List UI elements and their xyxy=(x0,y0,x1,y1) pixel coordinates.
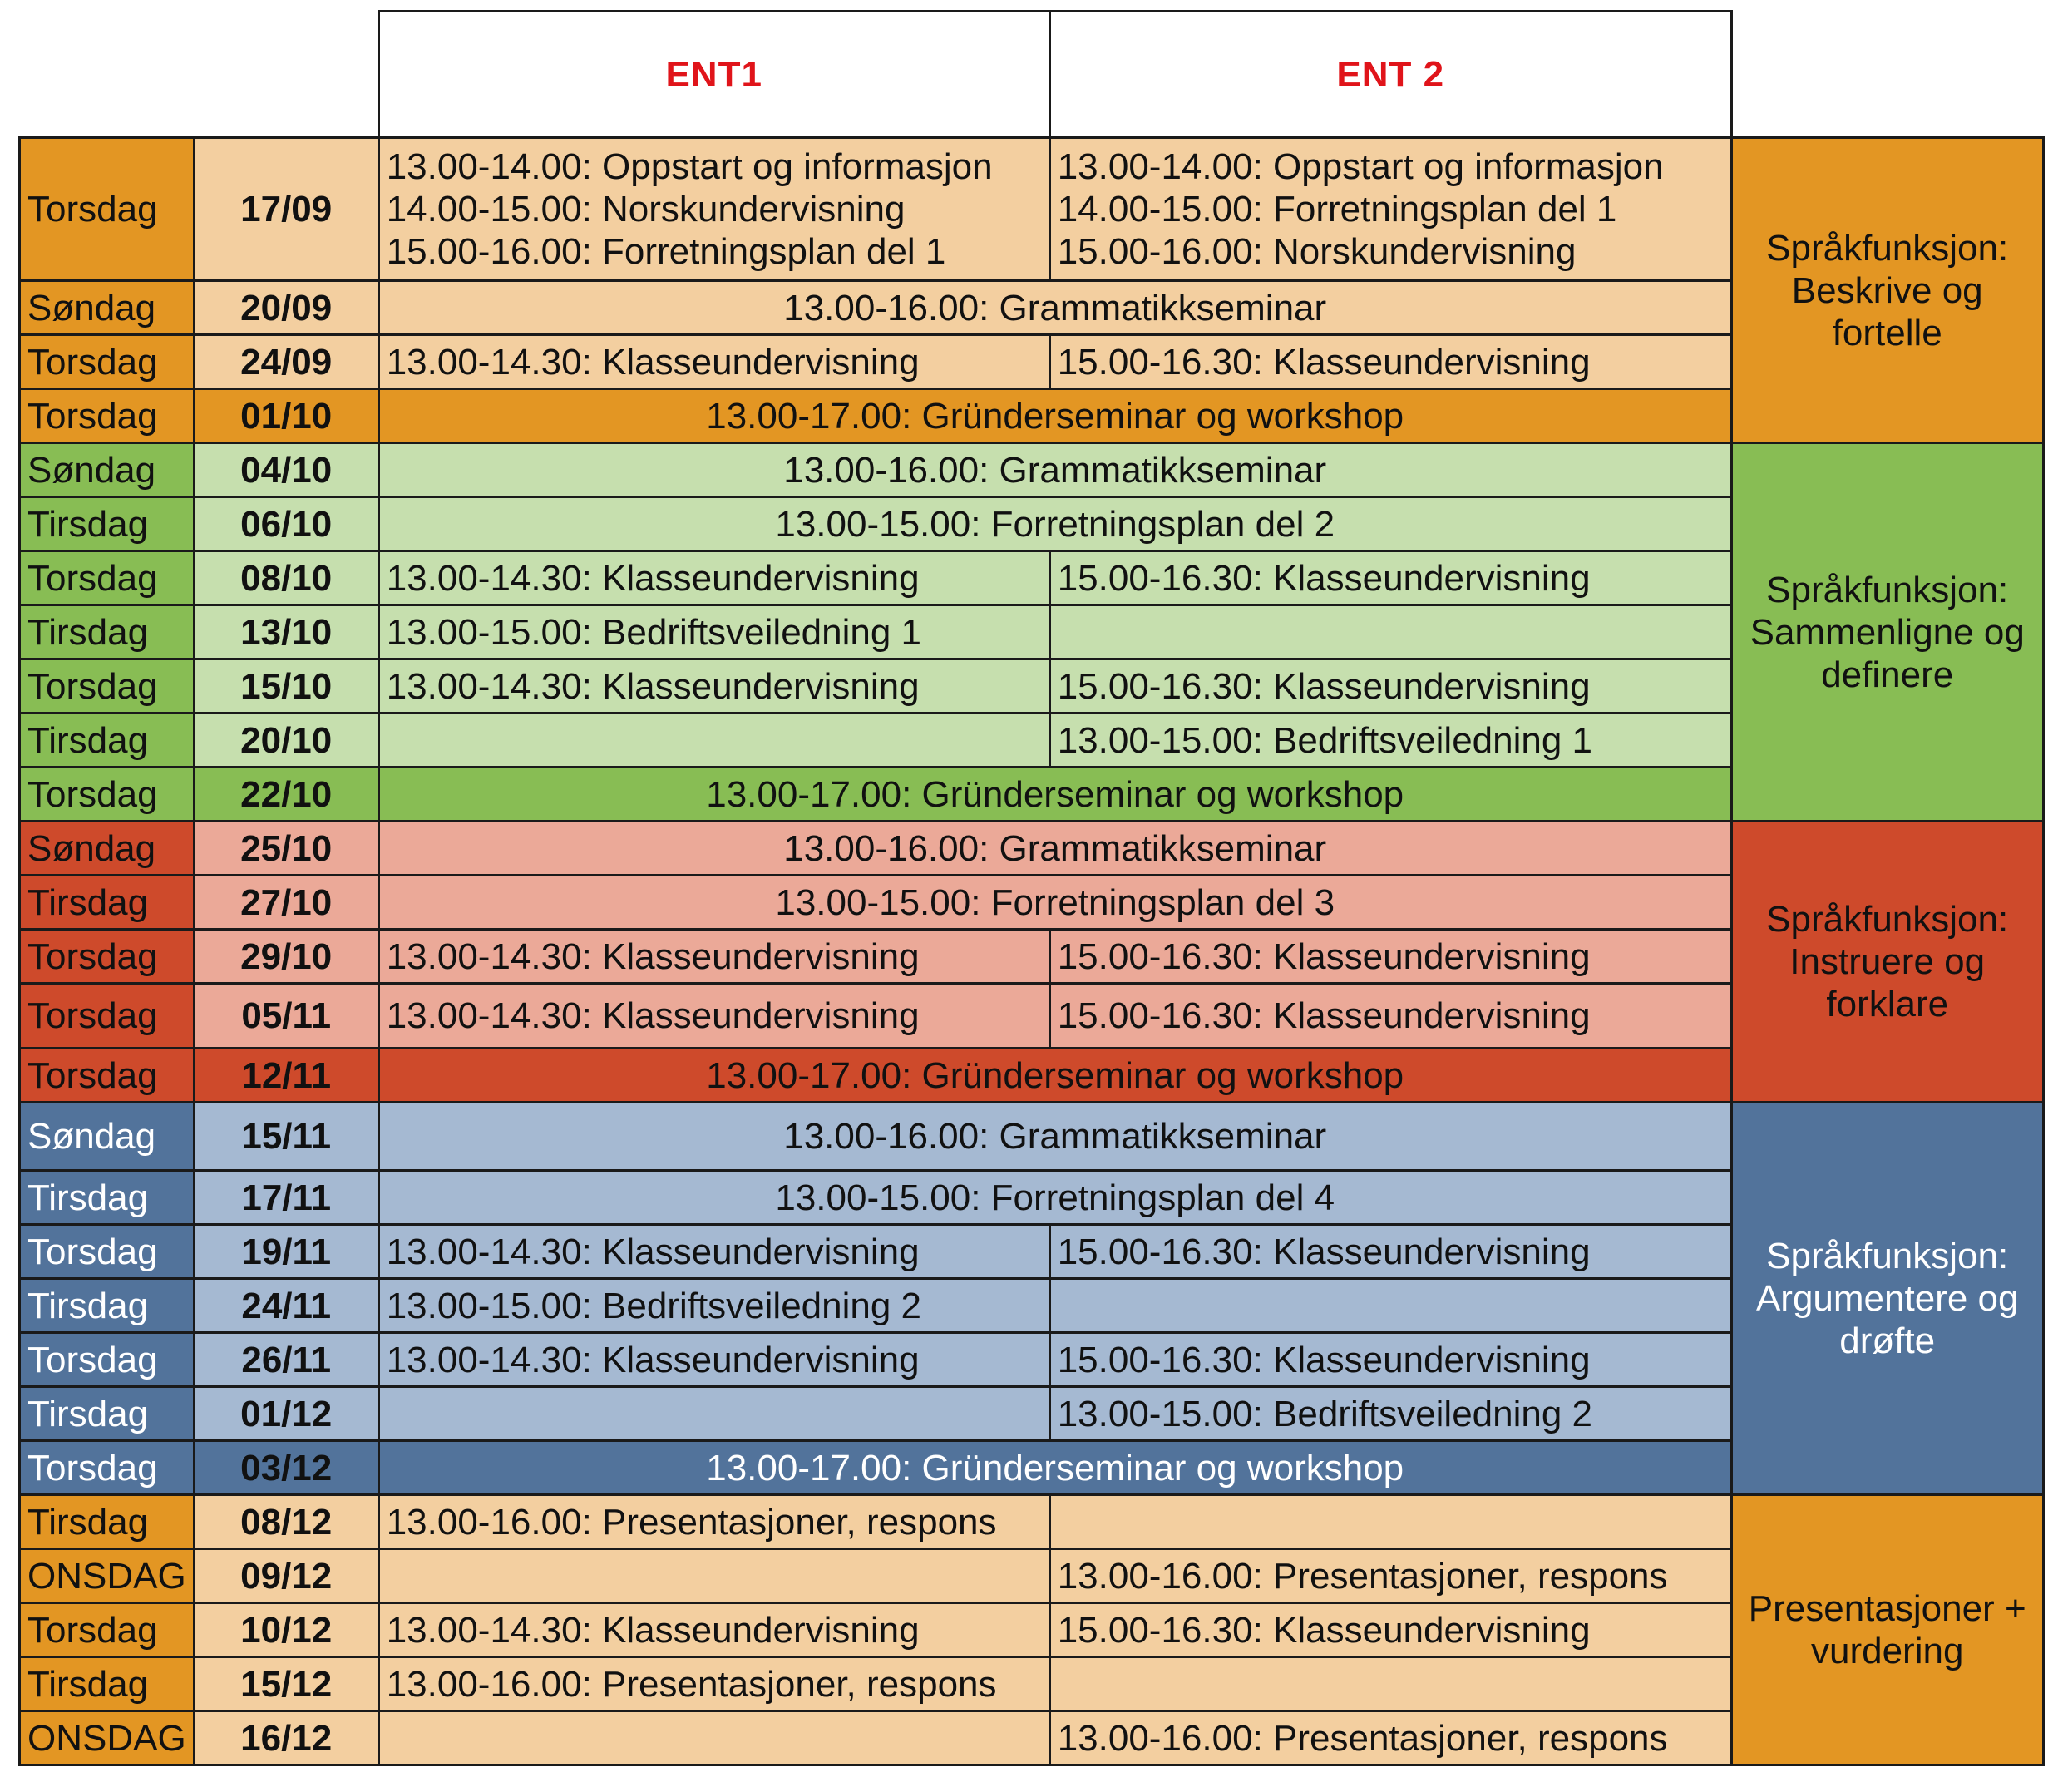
event-ent2-cell: 15.00-16.30: Klasseundervisning xyxy=(1049,1603,1731,1657)
event-both-cell: 13.00-15.00: Forretningsplan del 3 xyxy=(378,876,1731,930)
day-cell: Tirsdag xyxy=(20,1171,195,1225)
event-ent2-cell: 15.00-16.30: Klasseundervisning xyxy=(1049,1333,1731,1387)
date-cell: 24/09 xyxy=(194,335,378,389)
phase-label: Språkfunksjon: Argumentere og drøfte xyxy=(1731,1103,2043,1495)
day-cell: Torsdag xyxy=(20,389,195,443)
day-cell: Søndag xyxy=(20,443,195,497)
date-cell: 01/12 xyxy=(194,1387,378,1441)
event-ent1-cell: 13.00-15.00: Bedriftsveiledning 1 xyxy=(378,605,1049,659)
schedule-row xyxy=(20,138,2044,281)
day-cell: Søndag xyxy=(20,281,195,335)
event-both-cell: 13.00-16.00: Grammatikkseminar xyxy=(378,822,1731,876)
header-spacer-day xyxy=(20,12,195,138)
schedule-row xyxy=(20,1495,2044,1549)
date-cell: 15/10 xyxy=(194,659,378,713)
day-cell: Tirsdag xyxy=(20,605,195,659)
date-cell: 20/10 xyxy=(194,713,378,768)
date-cell: 29/10 xyxy=(194,930,378,984)
event-ent1-cell: 13.00-14.30: Klasseundervisning xyxy=(378,1333,1049,1387)
date-cell: 20/09 xyxy=(194,281,378,335)
date-cell: 15/11 xyxy=(194,1103,378,1171)
schedule-row xyxy=(20,443,2044,497)
event-both-cell: 13.00-16.00: Grammatikkseminar xyxy=(378,1103,1731,1171)
event-ent2-cell: 13.00-16.00: Presentasjoner, respons xyxy=(1049,1711,1731,1765)
day-cell: Torsdag xyxy=(20,138,195,281)
day-cell: ONSDAG xyxy=(20,1711,195,1765)
phase-label: Språkfunksjon: Sammenligne og definere xyxy=(1731,443,2043,822)
day-cell: ONSDAG xyxy=(20,1549,195,1603)
event-ent1-cell xyxy=(378,1711,1049,1765)
day-cell: Torsdag xyxy=(20,1603,195,1657)
event-ent1-cell: 13.00-16.00: Presentasjoner, respons xyxy=(378,1495,1049,1549)
event-both-cell: 13.00-17.00: Gründerseminar og workshop xyxy=(378,768,1731,822)
date-cell: 13/10 xyxy=(194,605,378,659)
day-cell: Søndag xyxy=(20,1103,195,1171)
header-spacer-date xyxy=(194,12,378,138)
date-cell: 01/10 xyxy=(194,389,378,443)
day-cell: Tirsdag xyxy=(20,1657,195,1711)
day-cell: Torsdag xyxy=(20,1333,195,1387)
day-cell: Torsdag xyxy=(20,1225,195,1279)
event-ent2-cell xyxy=(1049,1279,1731,1333)
schedule-row xyxy=(20,1103,2044,1171)
day-cell: Tirsdag xyxy=(20,1495,195,1549)
event-ent1-cell: 13.00-14.30: Klasseundervisning xyxy=(378,335,1049,389)
day-cell: Torsdag xyxy=(20,659,195,713)
day-cell: Torsdag xyxy=(20,768,195,822)
date-cell: 09/12 xyxy=(194,1549,378,1603)
date-cell: 27/10 xyxy=(194,876,378,930)
header-ent2: ENT 2 xyxy=(1049,12,1731,138)
event-ent2-cell: 15.00-16.30: Klasseundervisning xyxy=(1049,335,1731,389)
date-cell: 16/12 xyxy=(194,1711,378,1765)
day-cell: Torsdag xyxy=(20,1049,195,1103)
event-ent1-cell: 13.00-14.30: Klasseundervisning xyxy=(378,984,1049,1049)
day-cell: Tirsdag xyxy=(20,1279,195,1333)
phase-label: Språkfunksjon: Instruere og forklare xyxy=(1731,822,2043,1103)
phase-label: Presentasjoner + vurdering xyxy=(1731,1495,2043,1765)
date-cell: 22/10 xyxy=(194,768,378,822)
date-cell: 08/12 xyxy=(194,1495,378,1549)
day-cell: Torsdag xyxy=(20,335,195,389)
date-cell: 06/10 xyxy=(194,497,378,551)
event-ent2-cell xyxy=(1049,605,1731,659)
event-ent1-cell: 13.00-14.00: Oppstart og informasjon 14.00-15.00: Norskundervisning 15.00-16.00: Forretningsplan del 1 xyxy=(378,138,1049,281)
day-cell: Torsdag xyxy=(20,984,195,1049)
day-cell: Tirsdag xyxy=(20,1387,195,1441)
schedule-table xyxy=(18,10,2045,1766)
day-cell: Torsdag xyxy=(20,551,195,605)
date-cell: 24/11 xyxy=(194,1279,378,1333)
event-ent1-cell xyxy=(378,1549,1049,1603)
event-both-cell: 13.00-16.00: Grammatikkseminar xyxy=(378,281,1731,335)
event-both-cell: 13.00-16.00: Grammatikkseminar xyxy=(378,443,1731,497)
event-both-cell: 13.00-17.00: Gründerseminar og workshop xyxy=(378,1049,1731,1103)
schedule-row xyxy=(20,822,2044,876)
date-cell: 15/12 xyxy=(194,1657,378,1711)
event-ent1-cell: 13.00-15.00: Bedriftsveiledning 2 xyxy=(378,1279,1049,1333)
event-ent2-cell xyxy=(1049,1495,1731,1549)
event-ent1-cell: 13.00-14.30: Klasseundervisning xyxy=(378,551,1049,605)
date-cell: 04/10 xyxy=(194,443,378,497)
day-cell: Torsdag xyxy=(20,930,195,984)
date-cell: 17/11 xyxy=(194,1171,378,1225)
event-ent2-cell: 15.00-16.30: Klasseundervisning xyxy=(1049,551,1731,605)
event-ent2-cell: 13.00-15.00: Bedriftsveiledning 2 xyxy=(1049,1387,1731,1441)
header-row xyxy=(20,12,2044,138)
event-both-cell: 13.00-15.00: Forretningsplan del 2 xyxy=(378,497,1731,551)
day-cell: Søndag xyxy=(20,822,195,876)
date-cell: 19/11 xyxy=(194,1225,378,1279)
event-ent1-cell: 13.00-14.30: Klasseundervisning xyxy=(378,1225,1049,1279)
event-ent2-cell: 13.00-16.00: Presentasjoner, respons xyxy=(1049,1549,1731,1603)
phase-label: Språkfunksjon: Beskrive og fortelle xyxy=(1731,138,2043,443)
event-both-cell: 13.00-17.00: Gründerseminar og workshop xyxy=(378,1441,1731,1495)
day-cell: Tirsdag xyxy=(20,876,195,930)
date-cell: 10/12 xyxy=(194,1603,378,1657)
event-ent2-cell: 13.00-14.00: Oppstart og informasjon 14.00-15.00: Forretningsplan del 1 15.00-16.00: Norskundervisning xyxy=(1049,138,1731,281)
event-both-cell: 13.00-17.00: Gründerseminar og workshop xyxy=(378,389,1731,443)
event-ent2-cell: 15.00-16.30: Klasseundervisning xyxy=(1049,930,1731,984)
header-spacer-phase xyxy=(1731,12,2043,138)
event-ent2-cell: 15.00-16.30: Klasseundervisning xyxy=(1049,659,1731,713)
event-ent1-cell: 13.00-16.00: Presentasjoner, respons xyxy=(378,1657,1049,1711)
event-ent1-cell xyxy=(378,1387,1049,1441)
event-ent2-cell: 15.00-16.30: Klasseundervisning xyxy=(1049,984,1731,1049)
event-ent1-cell: 13.00-14.30: Klasseundervisning xyxy=(378,930,1049,984)
date-cell: 17/09 xyxy=(194,138,378,281)
date-cell: 12/11 xyxy=(194,1049,378,1103)
event-ent1-cell xyxy=(378,713,1049,768)
date-cell: 03/12 xyxy=(194,1441,378,1495)
header-ent1: ENT1 xyxy=(378,12,1049,138)
day-cell: Torsdag xyxy=(20,1441,195,1495)
event-ent2-cell xyxy=(1049,1657,1731,1711)
day-cell: Tirsdag xyxy=(20,497,195,551)
event-both-cell: 13.00-15.00: Forretningsplan del 4 xyxy=(378,1171,1731,1225)
event-ent2-cell: 13.00-15.00: Bedriftsveiledning 1 xyxy=(1049,713,1731,768)
event-ent1-cell: 13.00-14.30: Klasseundervisning xyxy=(378,1603,1049,1657)
date-cell: 25/10 xyxy=(194,822,378,876)
day-cell: Tirsdag xyxy=(20,713,195,768)
event-ent2-cell: 15.00-16.30: Klasseundervisning xyxy=(1049,1225,1731,1279)
event-ent1-cell: 13.00-14.30: Klasseundervisning xyxy=(378,659,1049,713)
date-cell: 26/11 xyxy=(194,1333,378,1387)
date-cell: 05/11 xyxy=(194,984,378,1049)
date-cell: 08/10 xyxy=(194,551,378,605)
